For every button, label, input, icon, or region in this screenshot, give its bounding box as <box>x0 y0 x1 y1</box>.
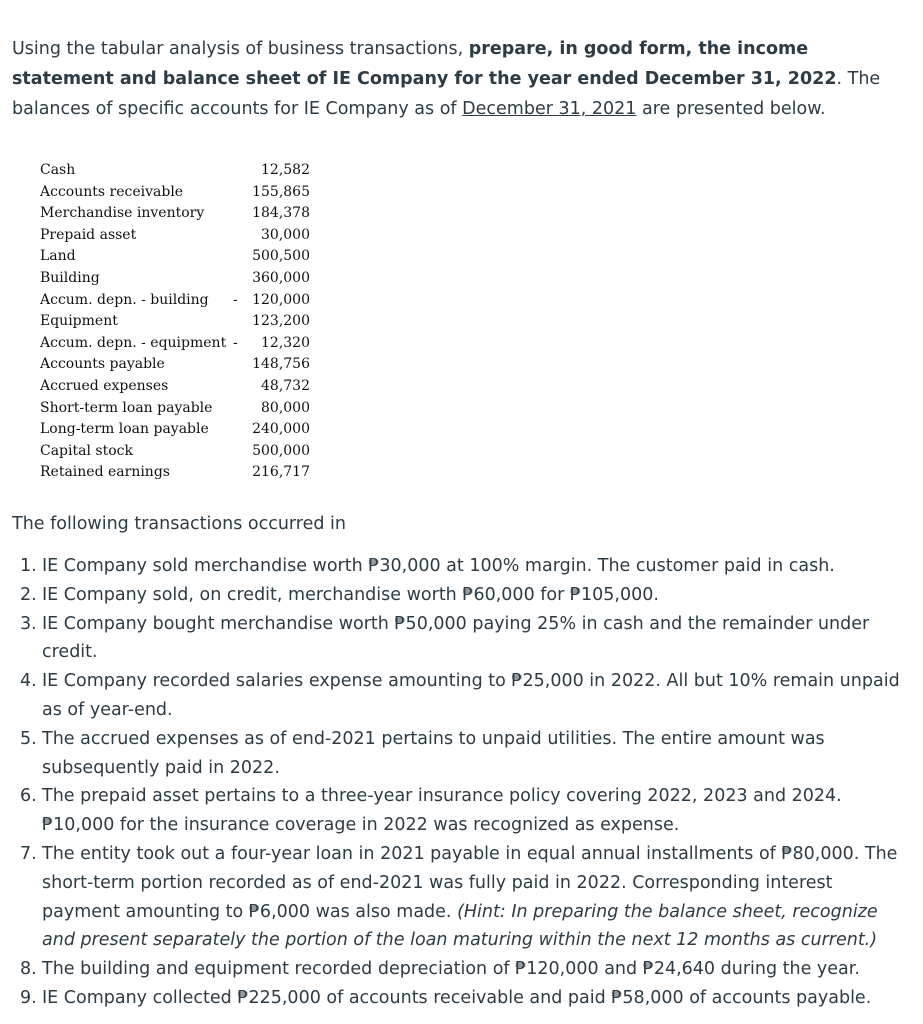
balance-row <box>40 203 340 225</box>
account-name: Equipment <box>40 313 118 330</box>
instructions-text-middle: . The balances of specific accounts for IE Company as of <box>12 69 881 119</box>
balance-row <box>40 462 340 484</box>
transaction-number: 8. <box>20 959 37 980</box>
balance-row <box>40 290 340 312</box>
balance-row <box>40 419 340 441</box>
account-name: Accum. depn. - building <box>40 291 209 308</box>
balance-row <box>40 376 340 398</box>
account-name: Long-term loan payable <box>40 421 209 438</box>
transaction-number: 4. <box>20 671 37 692</box>
account-amount: 155,865 <box>252 183 310 200</box>
transaction-number: 3. <box>20 613 37 634</box>
transaction-item <box>0 552 910 581</box>
transactions-list <box>0 552 910 1013</box>
account-amount: 148,756 <box>252 356 310 373</box>
transaction-text: IE Company sold merchandise worth ₱30,000 at 100% margin. The customer paid in cash. <box>42 556 835 576</box>
contra-marker: - <box>233 291 238 308</box>
balance-row <box>40 354 340 376</box>
account-name: Accrued expenses <box>40 377 169 394</box>
transaction-text: The prepaid asset pertains to a three-year insurance policy covering 2022, 2023 and 2024. ₱10,000 for the insurance coverage in 2022 was recognized as expense. <box>42 786 842 836</box>
transaction-text: IE Company recorded salaries expense amounting to ₱25,000 in 2022. All but 10% remain unpaid as of year-end. <box>42 671 900 720</box>
balance-row <box>40 182 340 204</box>
transaction-item <box>0 667 910 725</box>
account-amount: 12,320 <box>261 334 310 351</box>
transaction-item <box>0 782 910 840</box>
account-name: Land <box>40 248 76 265</box>
account-balances-table <box>40 160 340 484</box>
balance-row <box>40 398 340 420</box>
balance-row <box>40 311 340 333</box>
transaction-number: 9. <box>20 987 37 1008</box>
account-amount: 184,378 <box>252 205 310 222</box>
account-amount: 216,717 <box>252 464 310 481</box>
transaction-item <box>0 610 910 668</box>
balance-date: December 31, 2021 <box>462 99 637 119</box>
transaction-item <box>0 581 910 610</box>
transaction-number: 1. <box>20 556 37 576</box>
account-amount: 240,000 <box>252 421 310 438</box>
balance-row <box>40 160 340 182</box>
account-name: Accum. depn. - equipment <box>40 334 227 351</box>
account-name: Short-term loan payable <box>40 399 213 416</box>
account-amount: 80,000 <box>261 399 310 416</box>
transaction-number: 5. <box>20 728 37 749</box>
transaction-text: The accrued expenses as of end-2021 pertains to unpaid utilities. The entire amount was subsequently paid in 2022. <box>42 728 825 778</box>
account-amount: 120,000 <box>252 291 310 308</box>
balance-row <box>40 246 340 268</box>
transaction-item <box>0 984 910 1013</box>
account-amount: 500,500 <box>252 248 310 265</box>
transaction-text: The building and equipment recorded depreciation of ₱120,000 and ₱24,640 during the year. <box>42 959 860 980</box>
balance-row <box>40 268 340 290</box>
transaction-item <box>0 840 910 955</box>
instructions-text-start: Using the tabular analysis of business transactions, <box>12 39 469 59</box>
account-amount: 360,000 <box>252 269 310 286</box>
account-name: Cash <box>40 162 76 178</box>
account-amount: 123,200 <box>252 313 310 330</box>
contra-marker: - <box>233 334 238 351</box>
balance-row <box>40 441 340 463</box>
transactions-heading: The following transactions occurred in <box>12 514 347 534</box>
account-name: Merchandise inventory <box>40 205 205 222</box>
transaction-text: IE Company bought merchandise worth ₱50,000 paying 25% in cash and the remainder under credit. <box>42 613 870 663</box>
account-name: Accounts payable <box>40 356 165 373</box>
account-name: Accounts receivable <box>40 183 184 200</box>
account-name: Capital stock <box>40 442 133 459</box>
instructions-bold-task: prepare, in good form, the income statement and balance sheet of IE Company for the year ended December 31, 2022 <box>12 39 837 89</box>
transaction-number: 6. <box>20 786 37 807</box>
balance-row <box>40 225 340 247</box>
account-name: Building <box>40 269 100 286</box>
account-amount: 30,000 <box>261 226 310 243</box>
transaction-number: 2. <box>20 584 37 605</box>
account-name: Retained earnings <box>40 464 170 481</box>
transaction-item <box>0 725 910 783</box>
instructions-paragraph <box>12 34 912 124</box>
transaction-number: 7. <box>20 843 37 864</box>
transaction-hint: (Hint: In preparing the balance sheet, recognize and present separately the portion of the loan maturing within the next 12 months as current.) <box>42 901 878 951</box>
account-amount: 12,582 <box>261 162 310 178</box>
account-amount: 500,000 <box>252 442 310 459</box>
transaction-text: IE Company sold, on credit, merchandise worth ₱60,000 for ₱105,000. <box>42 584 659 605</box>
instructions-text-end: are presented below. <box>636 99 826 119</box>
balance-row <box>40 333 340 355</box>
account-amount: 48,732 <box>261 377 310 394</box>
transaction-item <box>0 955 910 984</box>
transaction-text: The entity took out a four-year loan in 2021 payable in equal annual installments of ₱80,000. The short-term portion recorded as of end-2021 was fully paid in 2022. Corresponding interest payment amounting to ₱6,000 was also made. <box>42 843 898 922</box>
transaction-text: IE Company collected ₱225,000 of accounts receivable and paid ₱58,000 of accounts payable. <box>42 987 872 1008</box>
account-name: Prepaid asset <box>40 226 137 243</box>
